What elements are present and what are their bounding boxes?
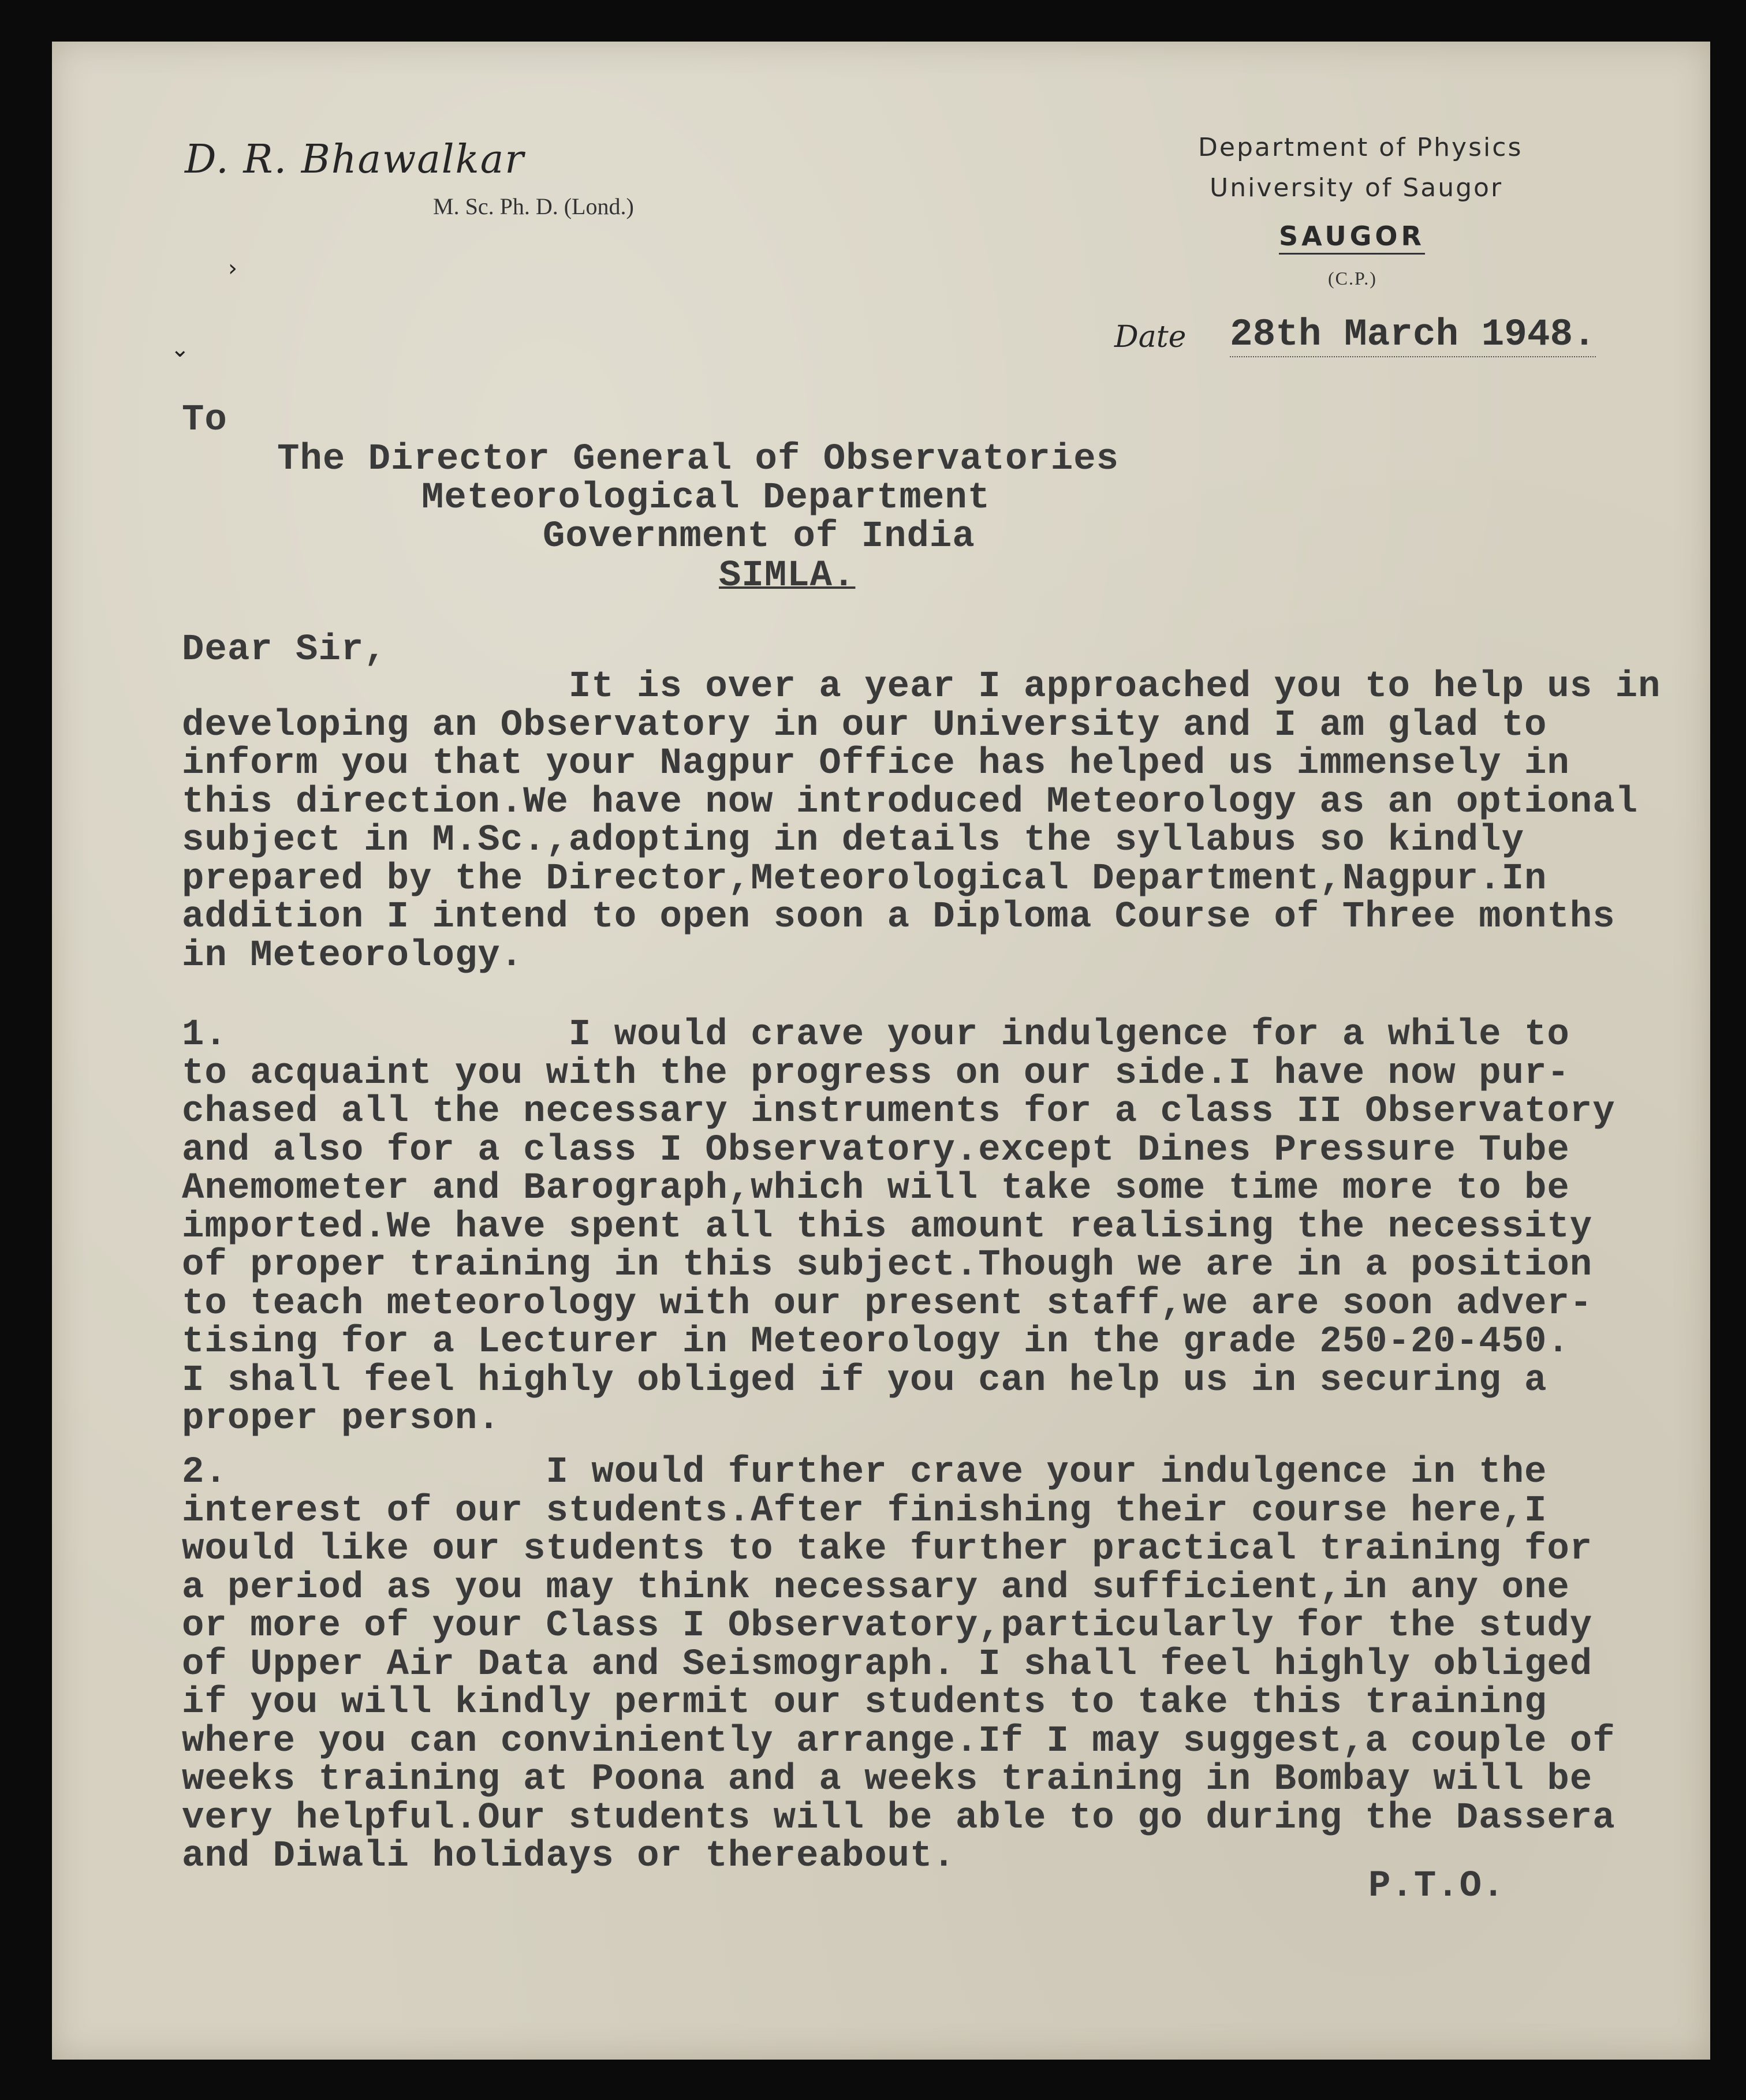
ink-speck: ⌄: [170, 336, 190, 363]
ink-speck: ›: [228, 255, 237, 282]
paragraph-1: 1. I would crave your indulgence for a while to to acquaint you with the progress on our side.I have now pur- chased all the necessary instruments for a class II Observatory and also for a class I Observatory.except Dines Pressure Tube Anemometer and Barograph,which will take some time more to be imported.We have spent all this amount realising the necessity of proper training in this subject.Though we are in a position to teach meteorology with our present staff,we are soon adver- tising for a Lecturer in Meteorology in the grade 250-20-450. I shall feel highly obliged if you can help us in securing a proper person.: [182, 1014, 1616, 1440]
letterhead-degree: M. Sc. Ph. D. (Lond.): [433, 193, 634, 219]
salutation: Dear Sir,: [182, 629, 387, 671]
recipient-line-1: The Director General of Observatories: [277, 439, 1120, 480]
paragraph-2: 2. I would further crave your indulgence in the interest of our students.After finishing their course here,I would like our students to take further practical training for a period as you may think necessary and sufficient,in any one or more of your Class I Observatory,particularly for the study of Upper Air Data and Seismograph. I shall feel highly obliged if you will kindly permit our students to take this training where you can conviniently arrange.If I may suggest,a couple of weeks training at Poona and a weeks training in Bombay will be very helpful.Our students will be able to go during the Dassera and Diwali holidays or thereabout.: [182, 1452, 1616, 1877]
letterhead-university: University of Saugor: [1210, 173, 1503, 203]
recipient-line-2: Meteorological Department: [421, 477, 991, 519]
letterhead-region: (C.P.): [1328, 268, 1377, 289]
letter-page: [52, 42, 1710, 2060]
pto-note: P.T.O.: [1368, 1866, 1505, 1907]
recipient-line-4: SIMLA.: [719, 555, 856, 597]
letterhead-city: SAUGOR: [1279, 221, 1425, 255]
letterhead-name: D. R. Bhawalkar: [185, 137, 525, 182]
paragraph-intro: It is over a year I approached you to help us in developing an Observatory in our University and I am glad to inform you that your Nagpur Office has helped us immensely in this direction.We have now introduced Meteorology as an optional subject in M.Sc.,adopting in details the syllabus so kindly prepared by the Director,Meteorological Department,Nagpur.In addition I intend to open soon a Diploma Course of Three months in Meteorology.: [182, 666, 1661, 977]
recipient-line-3: Government of India: [543, 516, 975, 558]
date-value: 28th March 1948.: [1230, 313, 1596, 356]
date-label: Date: [1114, 320, 1187, 354]
letterhead-department: Department of Physics: [1198, 133, 1523, 162]
to-label: To: [182, 399, 227, 441]
